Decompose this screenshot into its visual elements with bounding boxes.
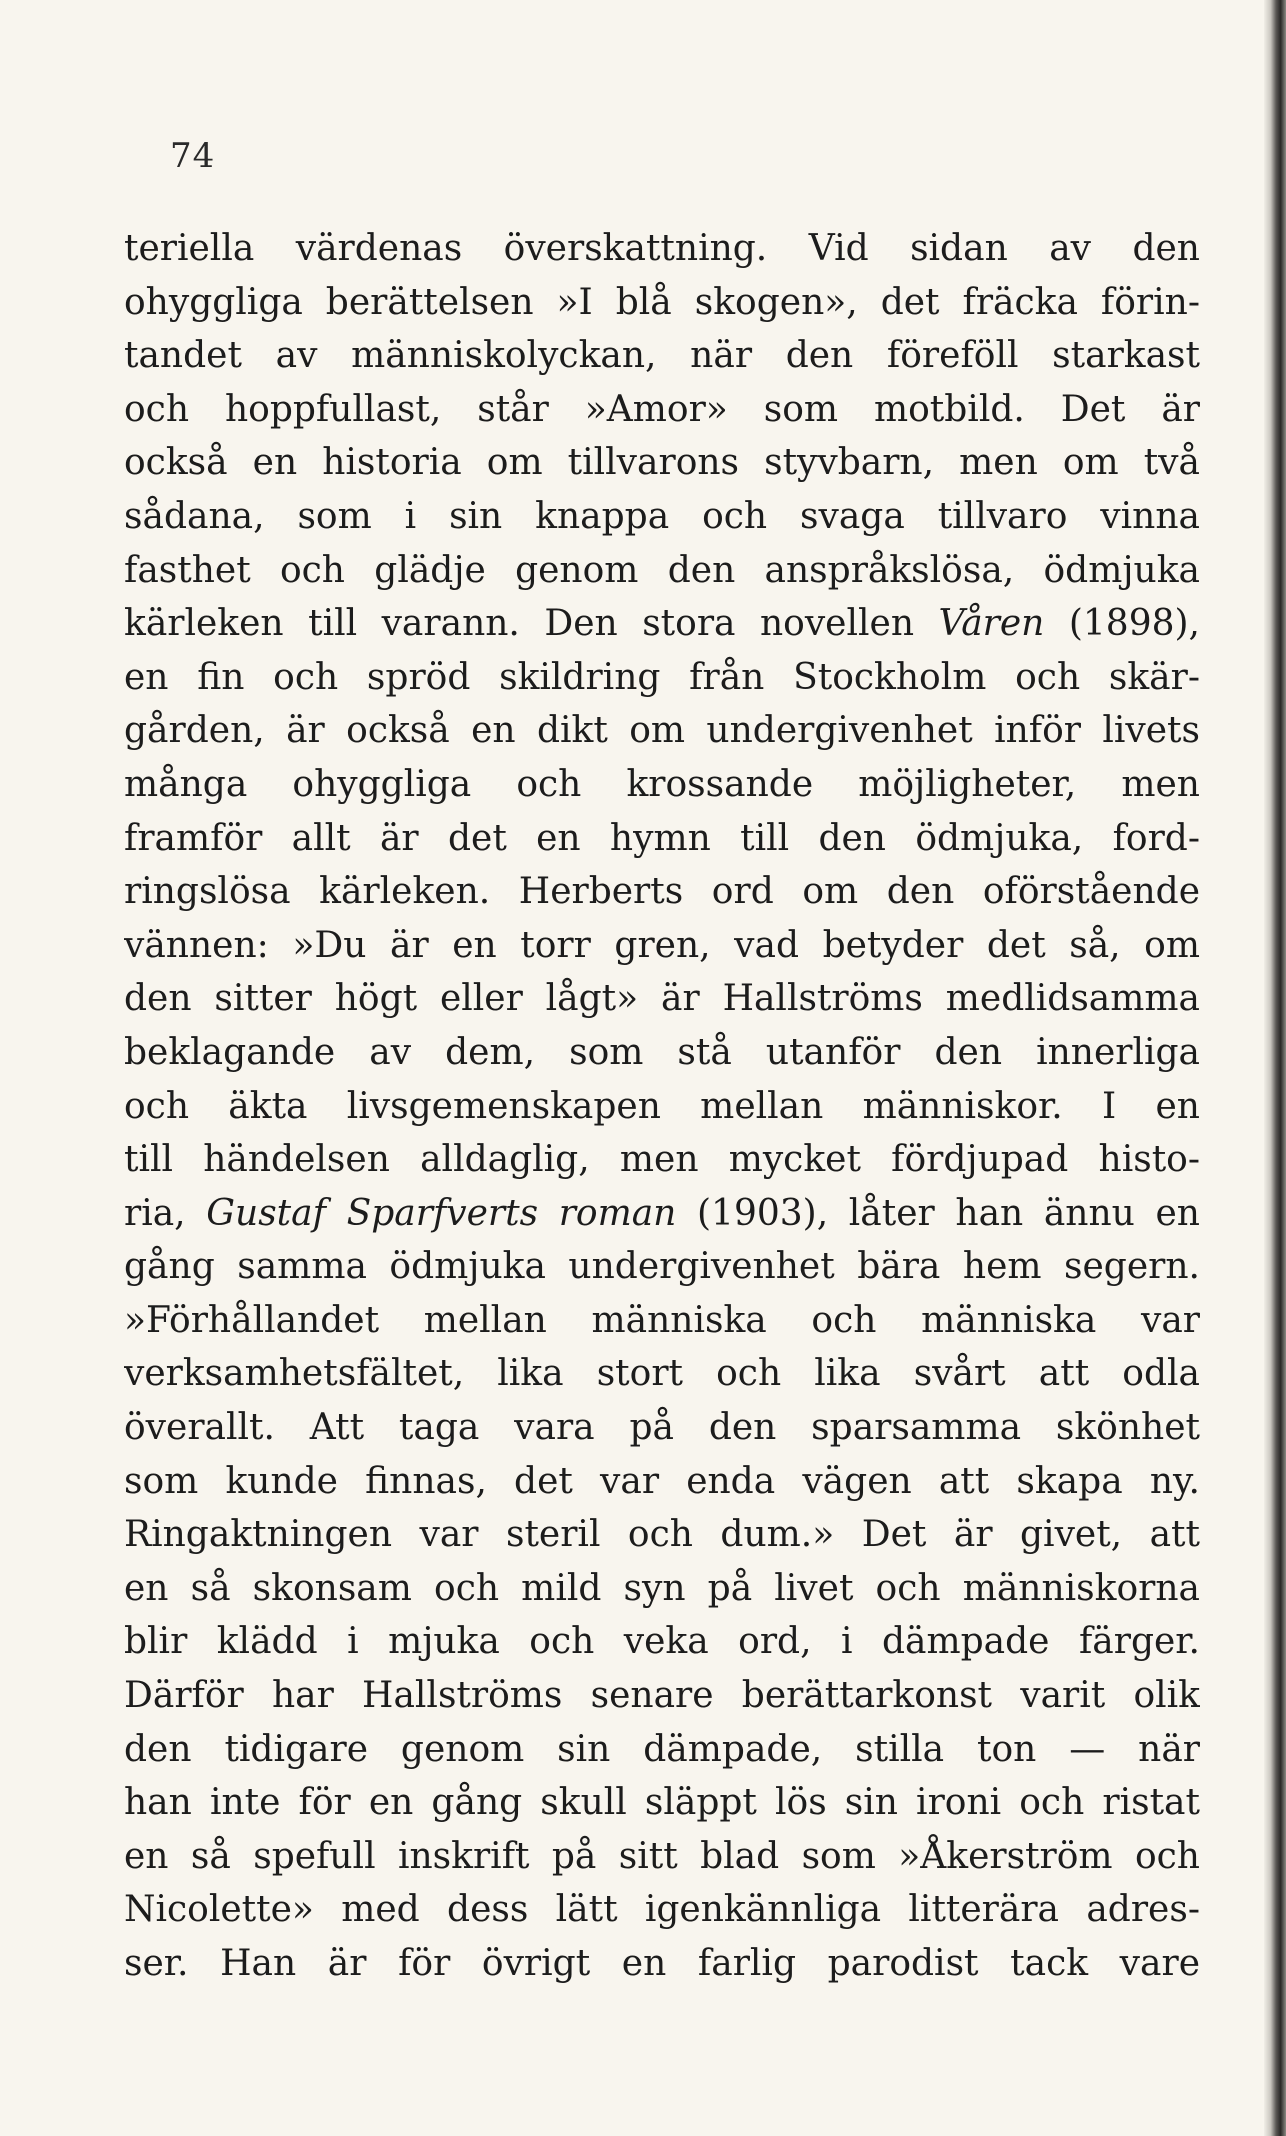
text-line — [124, 865, 1200, 919]
italic-title: Gustaf Sparfverts roman — [206, 1192, 677, 1234]
text-span: (1903), låter han ännu en — [676, 1192, 1200, 1234]
text-line — [124, 1240, 1200, 1294]
text-span: många ohyggliga och krossande möjligheter, men — [124, 763, 1200, 805]
text-line — [124, 1508, 1200, 1562]
body-text — [124, 222, 1200, 1991]
text-line — [124, 222, 1200, 276]
text-span: beklagande av dem, som stå utanför den innerliga — [124, 1031, 1200, 1073]
text-span: till händelsen alldaglig, men mycket fördjupad histo- — [124, 1139, 1200, 1181]
text-line — [124, 972, 1200, 1026]
text-line — [124, 1187, 1200, 1241]
text-span: överallt. Att taga vara på den sparsamma skönhet — [124, 1407, 1200, 1449]
text-span: han inte för en gång skull släppt lös sin ironi och ristat — [124, 1782, 1200, 1824]
text-line — [124, 1455, 1200, 1509]
text-line — [124, 1294, 1200, 1348]
text-span: ringslösa kärleken. Herberts ord om den oförstående — [124, 871, 1200, 913]
text-span: gården, är också en dikt om undergivenhet inför livets — [124, 710, 1200, 752]
text-span: ser. Han är för övrigt en farlig parodist tack vare — [124, 1943, 1200, 1984]
text-span: också en historia om tillvarons styvbarn, men om två — [124, 442, 1200, 484]
text-line — [124, 704, 1200, 758]
text-line — [124, 329, 1200, 383]
text-span: Därför har Hallströms senare berättarkonst varit olik — [124, 1675, 1200, 1717]
text-span: ria, — [124, 1192, 207, 1234]
text-span: gång samma ödmjuka undergivenhet bära hem segern. — [124, 1246, 1200, 1288]
text-span: den sitter högt eller lågt» är Hallströms medlidsamma — [124, 978, 1200, 1020]
text-span: som kunde finnas, det var enda vägen att skapa ny. — [124, 1460, 1200, 1502]
text-span: fasthet och glädje genom den anspråkslösa, ödmjuka — [124, 549, 1200, 591]
text-line — [124, 758, 1200, 812]
text-span: (1898), — [1044, 603, 1200, 645]
text-span: en så skonsam och mild syn på livet och människorna — [124, 1567, 1200, 1609]
text-line — [124, 1347, 1200, 1401]
page-number: 74 — [170, 136, 216, 176]
text-line — [124, 1883, 1200, 1937]
text-line — [124, 1830, 1200, 1884]
text-span: och äkta livsgemenskapen mellan människor. I en — [124, 1085, 1200, 1127]
text-span: och hoppfullast, står »Amor» som motbild. Det är — [124, 388, 1200, 430]
text-span: vännen: »Du är en torr gren, vad betyder det så, om — [124, 924, 1200, 966]
text-line — [124, 1776, 1200, 1830]
text-span: blir klädd i mjuka och veka ord, i dämpade färger. — [124, 1621, 1200, 1663]
text-span: verksamhetsfältet, lika stort och lika svårt att odla — [124, 1353, 1200, 1395]
text-line — [124, 1026, 1200, 1080]
text-line — [124, 276, 1200, 330]
text-line — [124, 1937, 1200, 1991]
text-span: en så spefull inskrift på sitt blad som »Åkerström och — [124, 1835, 1200, 1877]
text-line — [124, 544, 1200, 598]
text-span: framför allt är det en hymn till den ödmjuka, ford- — [124, 817, 1200, 859]
text-span: en fin och spröd skildring från Stockholm och skär- — [124, 656, 1200, 698]
text-line — [124, 1401, 1200, 1455]
text-line — [124, 651, 1200, 705]
text-span: ohyggliga berättelsen »I blå skogen», det fräcka förin- — [124, 281, 1200, 323]
text-line — [124, 490, 1200, 544]
text-line — [124, 597, 1200, 651]
text-span: den tidigare genom sin dämpade, stilla ton — när — [124, 1728, 1200, 1770]
text-line — [124, 919, 1200, 973]
text-span: tandet av människolyckan, när den föreföll starkast — [124, 335, 1200, 377]
page-edge-shadow — [1264, 0, 1286, 2136]
text-line — [124, 1133, 1200, 1187]
text-line — [124, 1615, 1200, 1669]
text-span: sådana, som i sin knappa och svaga tillvaro vinna — [124, 495, 1200, 537]
text-span: Nicolette» med dess lätt igenkännliga litterära adres- — [124, 1889, 1200, 1931]
italic-title: Våren — [938, 603, 1045, 645]
text-span: »Förhållandet mellan människa och människa var — [124, 1299, 1200, 1341]
text-span: kärleken till varann. Den stora novellen — [124, 603, 939, 645]
text-line — [124, 812, 1200, 866]
text-line — [124, 1562, 1200, 1616]
text-span: teriella värdenas överskattning. Vid sidan av den — [124, 228, 1200, 269]
text-line — [124, 436, 1200, 490]
text-span: Ringaktningen var steril och dum.» Det är givet, att — [124, 1514, 1200, 1556]
text-line — [124, 383, 1200, 437]
text-line — [124, 1080, 1200, 1134]
text-line — [124, 1669, 1200, 1723]
text-line — [124, 1723, 1200, 1777]
